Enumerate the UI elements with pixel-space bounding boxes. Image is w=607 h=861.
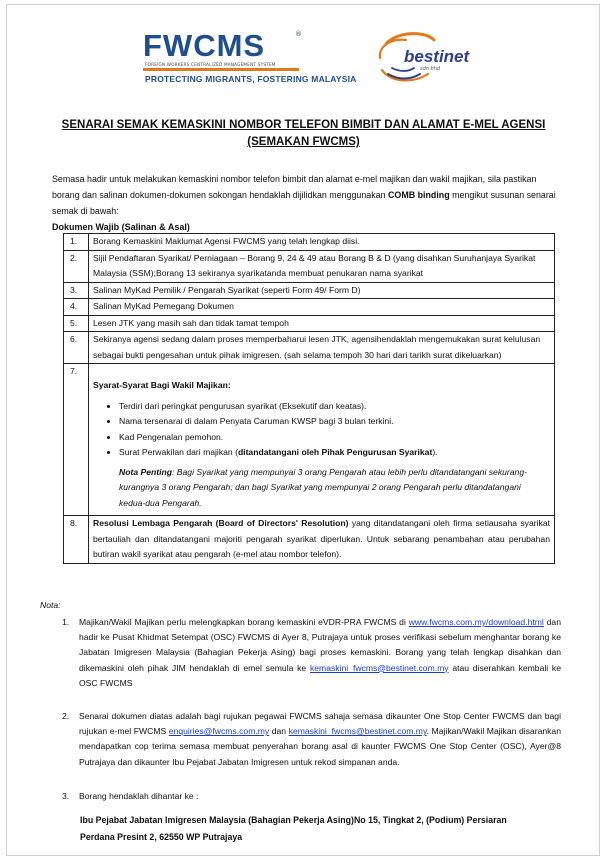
checklist-table xyxy=(63,233,555,564)
note-number: 3. xyxy=(62,791,70,801)
item-number: 3. xyxy=(64,282,89,299)
table-row xyxy=(64,250,555,282)
item-text: Sekiranya agensi sedang dalam proses memperbaharui lesen JTK, agensihendaklah mengemukakan surat kelulusan sebagai bukti pengesahan untuk pihak imigresen. (sah selama tempoh 30 hari dari tarikh surat dikeluarkan) xyxy=(89,332,555,364)
table-row xyxy=(64,315,555,332)
note-text: Borang hendaklah dihantar ke : xyxy=(79,791,199,801)
note-number: 2. xyxy=(62,711,70,721)
table-row xyxy=(64,516,555,564)
intro-text: Semasa hadir untuk melakukan kemaskini nombor telefon bimbit dan alamat e-mel majikan dan wakil majikan, sila pastikan borang dan salinan dokumen-dokumen sokongan hendaklah dijilidkan menggunakan xyxy=(52,174,537,200)
item-number: 2. xyxy=(64,250,89,282)
item-text: Sijil Pendaftaran Syarikat/ Perniagaan – Borang 9, 24 & 49 atau Borang B & D (yang disahkan Suruhanjaya Syarikat Malaysia (SSM);Borang 13 sekiranya syarikatanda membuat penukaran nama syarikat xyxy=(89,250,555,282)
list-item-bold: ditandatangani oleh Pihak Pengurusan Syarikat xyxy=(237,447,433,457)
download-link[interactable]: www.fwcms.com.my/download.html xyxy=(408,617,544,627)
list-item: • Terdiri dari peringkat pengurusan syarikat (Eksekutif dan keatas). xyxy=(119,399,550,415)
intro-bold: COMB binding xyxy=(388,190,450,200)
document-title-line1: SENARAI SEMAK KEMASKINI NOMBOR TELEFON BIMBIT DAN ALAMAT E-MEL AGENSI xyxy=(61,119,546,131)
note-text: : Bagi Syarikat yang mempunyai 3 orang Pengarah atau lebih perlu ditandatangani sekurang-kurangnya 3 orang Pengarah; dan bagi Syarikat yang mempunyai 2 orang Pengarah perlu ditandatangani kedua-dua Pengarah. xyxy=(119,466,527,508)
item-text: Salinan MyKad Pemilik / Pengarah Syarikat (seperti Form 49/ Form D) xyxy=(89,282,555,299)
intro-tail: mengikut susunan senarai semak di bawah: xyxy=(52,190,556,216)
table-row xyxy=(64,332,555,364)
notes-heading: Nota: xyxy=(40,600,61,610)
registered-mark: ® xyxy=(295,30,302,38)
item-text: Borang Kemaskini Maklumat Agensi FWCMS yang telah lengkap diisi. xyxy=(89,234,555,251)
bestinet-logo-wordmark: bestinet xyxy=(404,47,470,66)
resolution-text: yang ditandatangani oleh firma setiausaha syarikat bertauliah dan ditandatangani majoriti pengarah syarikat diperlukan. Untuk sebarang penambahan atau perubahan butiran wakil syarikat atau pengarah (e-mel atau nombor telefon). xyxy=(93,518,550,559)
table-row xyxy=(64,282,555,299)
item-number: 5. xyxy=(64,315,89,332)
table-row xyxy=(64,364,555,516)
note-number: 1. xyxy=(62,617,70,627)
item-text: Lesen JTK yang masih sah dan tidak tamat tempoh xyxy=(89,315,555,332)
representative-heading: Syarat-Syarat Bagi Wakil Majikan: xyxy=(93,380,231,390)
fwcms-logo-subtitle: FOREIGN WORKERS CENTRALIZED MANAGEMENT SYSTEM xyxy=(145,62,276,67)
fwcms-logo xyxy=(143,28,357,90)
resolution-bold: Resolusi Lembaga Pengarah (Board of Directors' Resolution) xyxy=(93,518,349,528)
fwcms-logo-wordmark: FWCMS xyxy=(143,28,266,63)
requirements-list xyxy=(93,399,550,461)
document-title-line2: (SEMAKAN FWCMS) xyxy=(247,136,360,148)
item-text xyxy=(89,364,555,516)
section-title: Dokumen Wajib (Salinan & Asal) xyxy=(52,222,190,232)
list-item-tail: ). xyxy=(432,447,438,457)
item-number: 1. xyxy=(64,234,89,251)
fwcms-logo-bar xyxy=(143,68,299,71)
bestinet-logo-subtitle: sdn bhd xyxy=(420,66,441,72)
delivery-address: Ibu Pejabat Jabatan Imigresen Malaysia (Bahagian Pekerja Asing)No 15, Tingkat 2, (Podium) Persiaran Perdana Presint 2, 62550 WP Putrajaya xyxy=(80,815,507,842)
table-row xyxy=(64,299,555,316)
item-number: 8. xyxy=(64,516,89,564)
list-item xyxy=(119,445,550,461)
item-number: 7. xyxy=(64,364,89,516)
item-number: 4. xyxy=(64,299,89,316)
note-text: Senarai dokumen diatas adalah bagi rujukan pegawai FWCMS sahaja semasa dikaunter One Stop Center FWCMS dan bagi rujukan e-mel FWCMS enquiries@fwcms.com.my dan kemaskini_fwcms@bestinet.com.my. Majikan/Wakil Majikan disarankan mendapatkan cop terima semasa membuat penyerahan borang asal di kaunter FWCMS One Stop Center (OSC), Ayer@8 Putrajaya dan dikaunter Ibu Pejabat Jabatan Imigresen untuk rekod simpanan anda. xyxy=(79,711,561,767)
list-item-text: Surat Perwakilan dari majikan ( xyxy=(119,447,238,457)
item-number: 6. xyxy=(64,332,89,364)
bestinet-logo xyxy=(372,28,468,86)
intro-paragraph xyxy=(52,171,562,219)
item-text: Salinan MyKad Pemegang Dokumen xyxy=(89,299,555,316)
table-row xyxy=(64,234,555,251)
list-item: • Kad Pengenalan pemohon. xyxy=(119,430,550,446)
enquiries-email-link[interactable]: enquiries@fwcms.com.my xyxy=(168,726,270,737)
item-text xyxy=(89,516,555,564)
fwcms-logo-tagline: PROTECTING MIGRANTS, FOSTERING MALAYSIA xyxy=(145,74,357,84)
kemaskini-email-link[interactable]: kemaskini_fwcms@bestinet.com.my xyxy=(309,662,449,673)
list-item: • Nama tersenarai di dalam Penyata Caruman KWSP bagi 3 bulan terkini. xyxy=(119,414,550,430)
important-note xyxy=(93,465,550,512)
note-label: Nota Penting xyxy=(119,466,172,477)
kemaskini-email-link[interactable]: kemaskini_fwcms@bestinet.com.my xyxy=(288,726,427,737)
note-text: Majikan/Wakil Majikan perlu melengkapkan borang kemaskini eVDR-PRA FWCMS di www.fwcms.com.my/download.html dan hadir ke Pusat Khidmat Setempat (OSC) FWCMS di Ayer 8, Putrajaya untuk proses verifikasi sebelum menghantar borang ke Jabatan Imigresen Malaysia (Bahagian Pekerja Asing) bagi proses kemaskini. Borang yang telah lengkap disahkan dan dikemaskini oleh pihak JIM hendaklah di emel semula ke kemaskini_fwcms@bestinet.com.my atau diserahkan kembali ke OSC FWCMS xyxy=(79,617,561,688)
